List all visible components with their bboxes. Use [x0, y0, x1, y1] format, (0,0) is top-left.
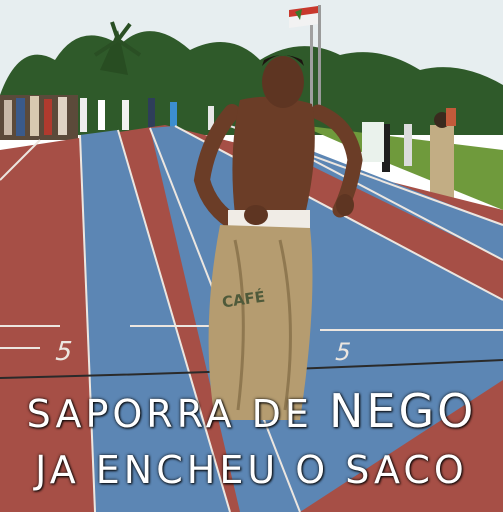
athlete-torso — [232, 97, 314, 215]
caption-line-1-prefix: SAPORRA DE — [26, 392, 313, 436]
sack-print: CAFÉ — [220, 287, 267, 312]
waistband — [228, 210, 310, 228]
athlete-head — [262, 56, 304, 108]
lane-number: 5 — [51, 336, 77, 367]
lane-number: 5 — [331, 337, 355, 366]
caption-line-1 — [0, 384, 503, 438]
caption-line-1-emphasis: NEGO — [329, 384, 477, 438]
banner-sign — [362, 122, 384, 162]
caption-line-2: JA ENCHEU O SACO — [35, 448, 468, 492]
